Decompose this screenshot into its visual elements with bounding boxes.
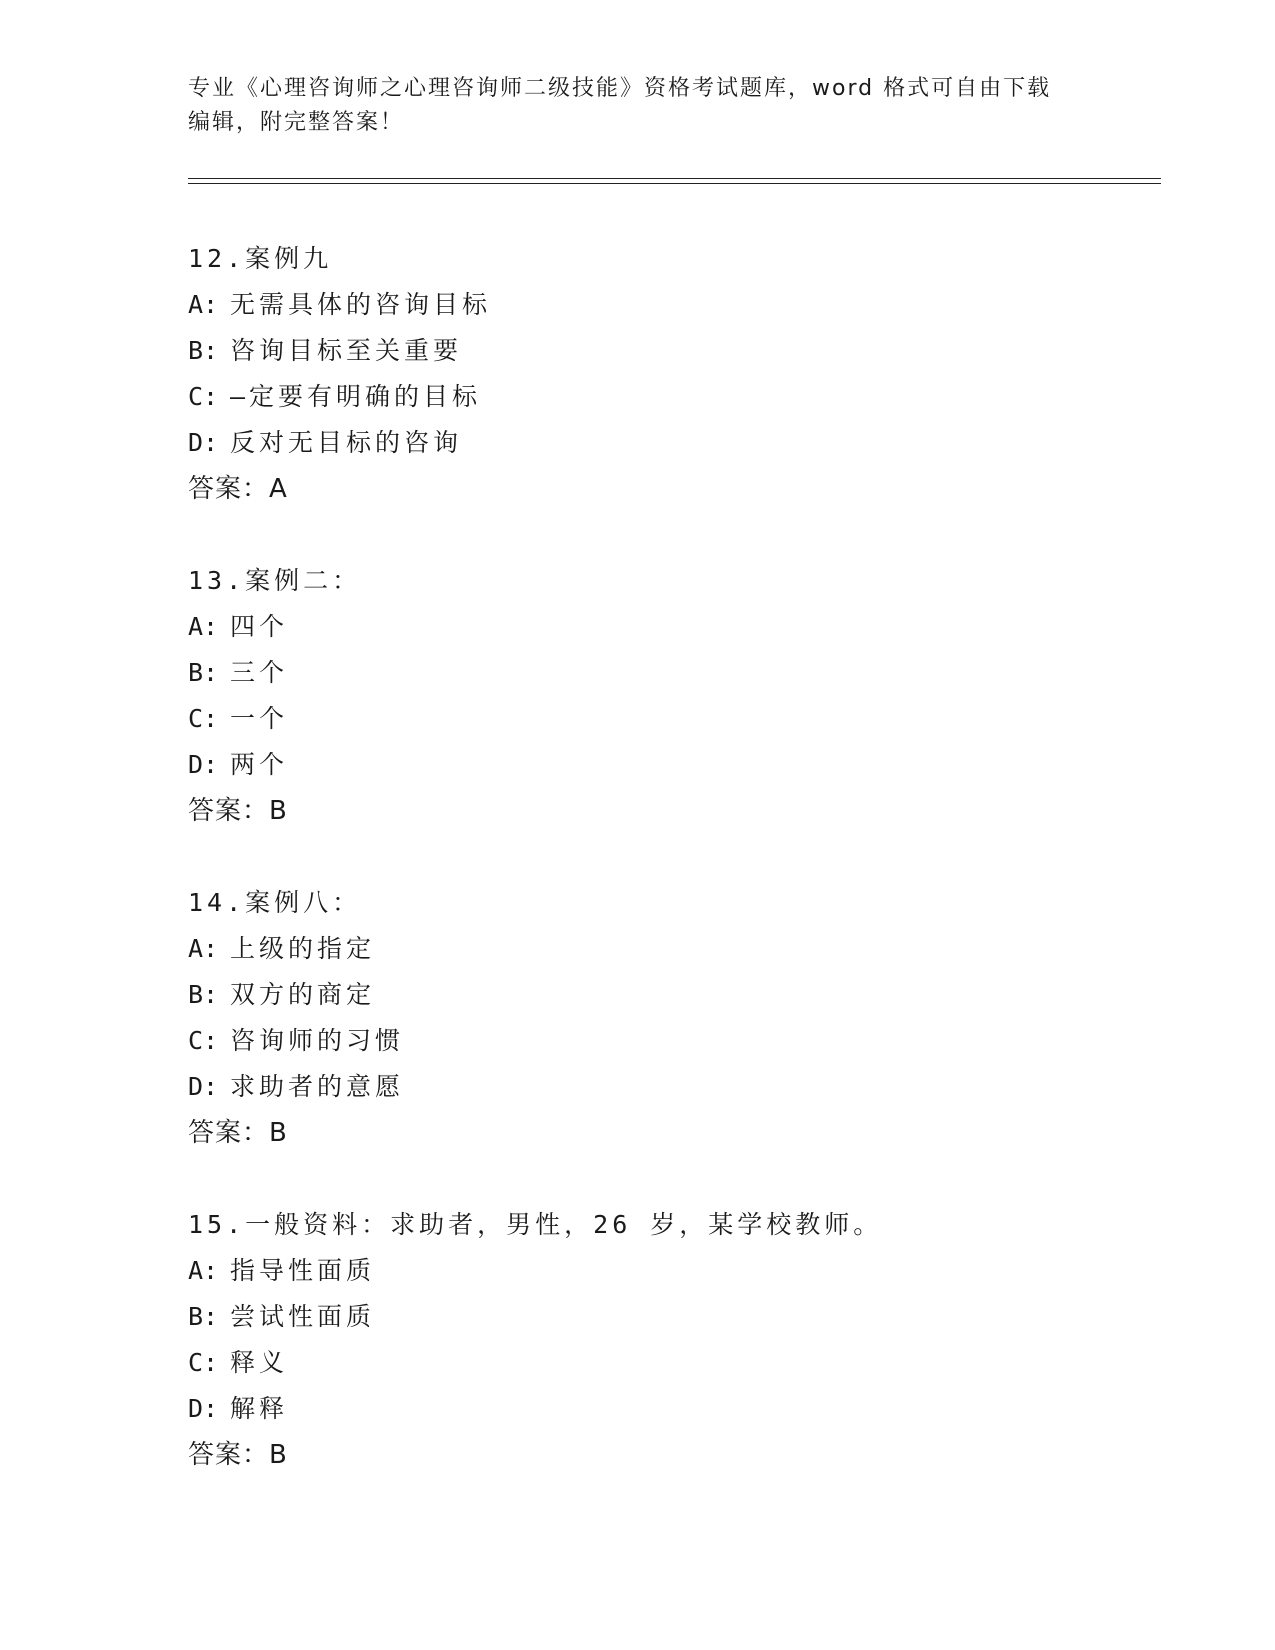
option-letter: C: <box>188 1026 219 1055</box>
option-letter: B: <box>188 336 219 365</box>
option-text: 上级的指定 <box>230 934 376 963</box>
document-header <box>188 72 1088 140</box>
option-d <box>188 1386 1168 1432</box>
option-text: 反对无目标的咨询 <box>230 428 463 457</box>
question-stem: 12.案例九 <box>188 244 333 273</box>
option-text: 一个 <box>230 704 289 733</box>
question-stem: 14.案例八： <box>188 888 362 917</box>
option-a <box>188 282 1168 328</box>
option-letter: B: <box>188 980 219 1009</box>
option-a <box>188 1248 1168 1294</box>
option-c <box>188 696 1168 742</box>
question-stem: 13.案例二： <box>188 566 362 595</box>
question-stem: 15.一般资料：求助者，男性，26 岁，某学校教师。 <box>188 1210 883 1239</box>
option-b <box>188 1294 1168 1340</box>
option-text: 求助者的意愿 <box>230 1072 405 1101</box>
header-line-1: 专业《心理咨询师之心理咨询师二级技能》资格考试题库，word 格式可自由下载 <box>188 76 1052 101</box>
option-letter: D: <box>188 1394 219 1423</box>
option-text: 三个 <box>230 658 289 687</box>
answer-line: 答案：B <box>188 796 288 826</box>
option-c <box>188 374 1168 420</box>
header-divider-bottom <box>188 183 1161 184</box>
option-letter: B: <box>188 1302 219 1331</box>
answer-line: 答案：B <box>188 1440 288 1470</box>
answer-line: 答案：B <box>188 1118 288 1148</box>
option-text: 指导性面质 <box>230 1256 376 1285</box>
option-text: —定要有明确的目标 <box>230 382 482 411</box>
option-text: 无需具体的咨询目标 <box>230 290 492 319</box>
option-letter: D: <box>188 1072 219 1101</box>
option-letter: A: <box>188 612 219 641</box>
answer-line: 答案：A <box>188 474 288 504</box>
header-line-2: 编辑，附完整答案！ <box>188 110 405 135</box>
option-text: 四个 <box>230 612 289 641</box>
option-text: 咨询目标至关重要 <box>230 336 463 365</box>
option-d <box>188 742 1168 788</box>
option-a <box>188 604 1168 650</box>
option-b <box>188 650 1168 696</box>
option-letter: B: <box>188 658 219 687</box>
question-list <box>188 236 1168 1524</box>
option-letter: D: <box>188 750 219 779</box>
option-d <box>188 1064 1168 1110</box>
option-text: 尝试性面质 <box>230 1302 376 1331</box>
question-13 <box>188 558 1168 834</box>
question-15 <box>188 1202 1168 1478</box>
option-b <box>188 972 1168 1018</box>
option-text: 双方的商定 <box>230 980 376 1009</box>
option-b <box>188 328 1168 374</box>
option-c <box>188 1018 1168 1064</box>
option-letter: A: <box>188 290 219 319</box>
option-text: 两个 <box>230 750 289 779</box>
question-14 <box>188 880 1168 1156</box>
option-c <box>188 1340 1168 1386</box>
option-text: 咨询师的习惯 <box>230 1026 405 1055</box>
option-text: 释义 <box>230 1348 289 1377</box>
option-d <box>188 420 1168 466</box>
header-divider-top <box>188 178 1161 179</box>
option-letter: C: <box>188 704 219 733</box>
option-text: 解释 <box>230 1394 289 1423</box>
option-letter: C: <box>188 382 219 411</box>
option-letter: C: <box>188 1348 219 1377</box>
option-letter: A: <box>188 1256 219 1285</box>
option-a <box>188 926 1168 972</box>
option-letter: D: <box>188 428 219 457</box>
question-12 <box>188 236 1168 512</box>
option-letter: A: <box>188 934 219 963</box>
